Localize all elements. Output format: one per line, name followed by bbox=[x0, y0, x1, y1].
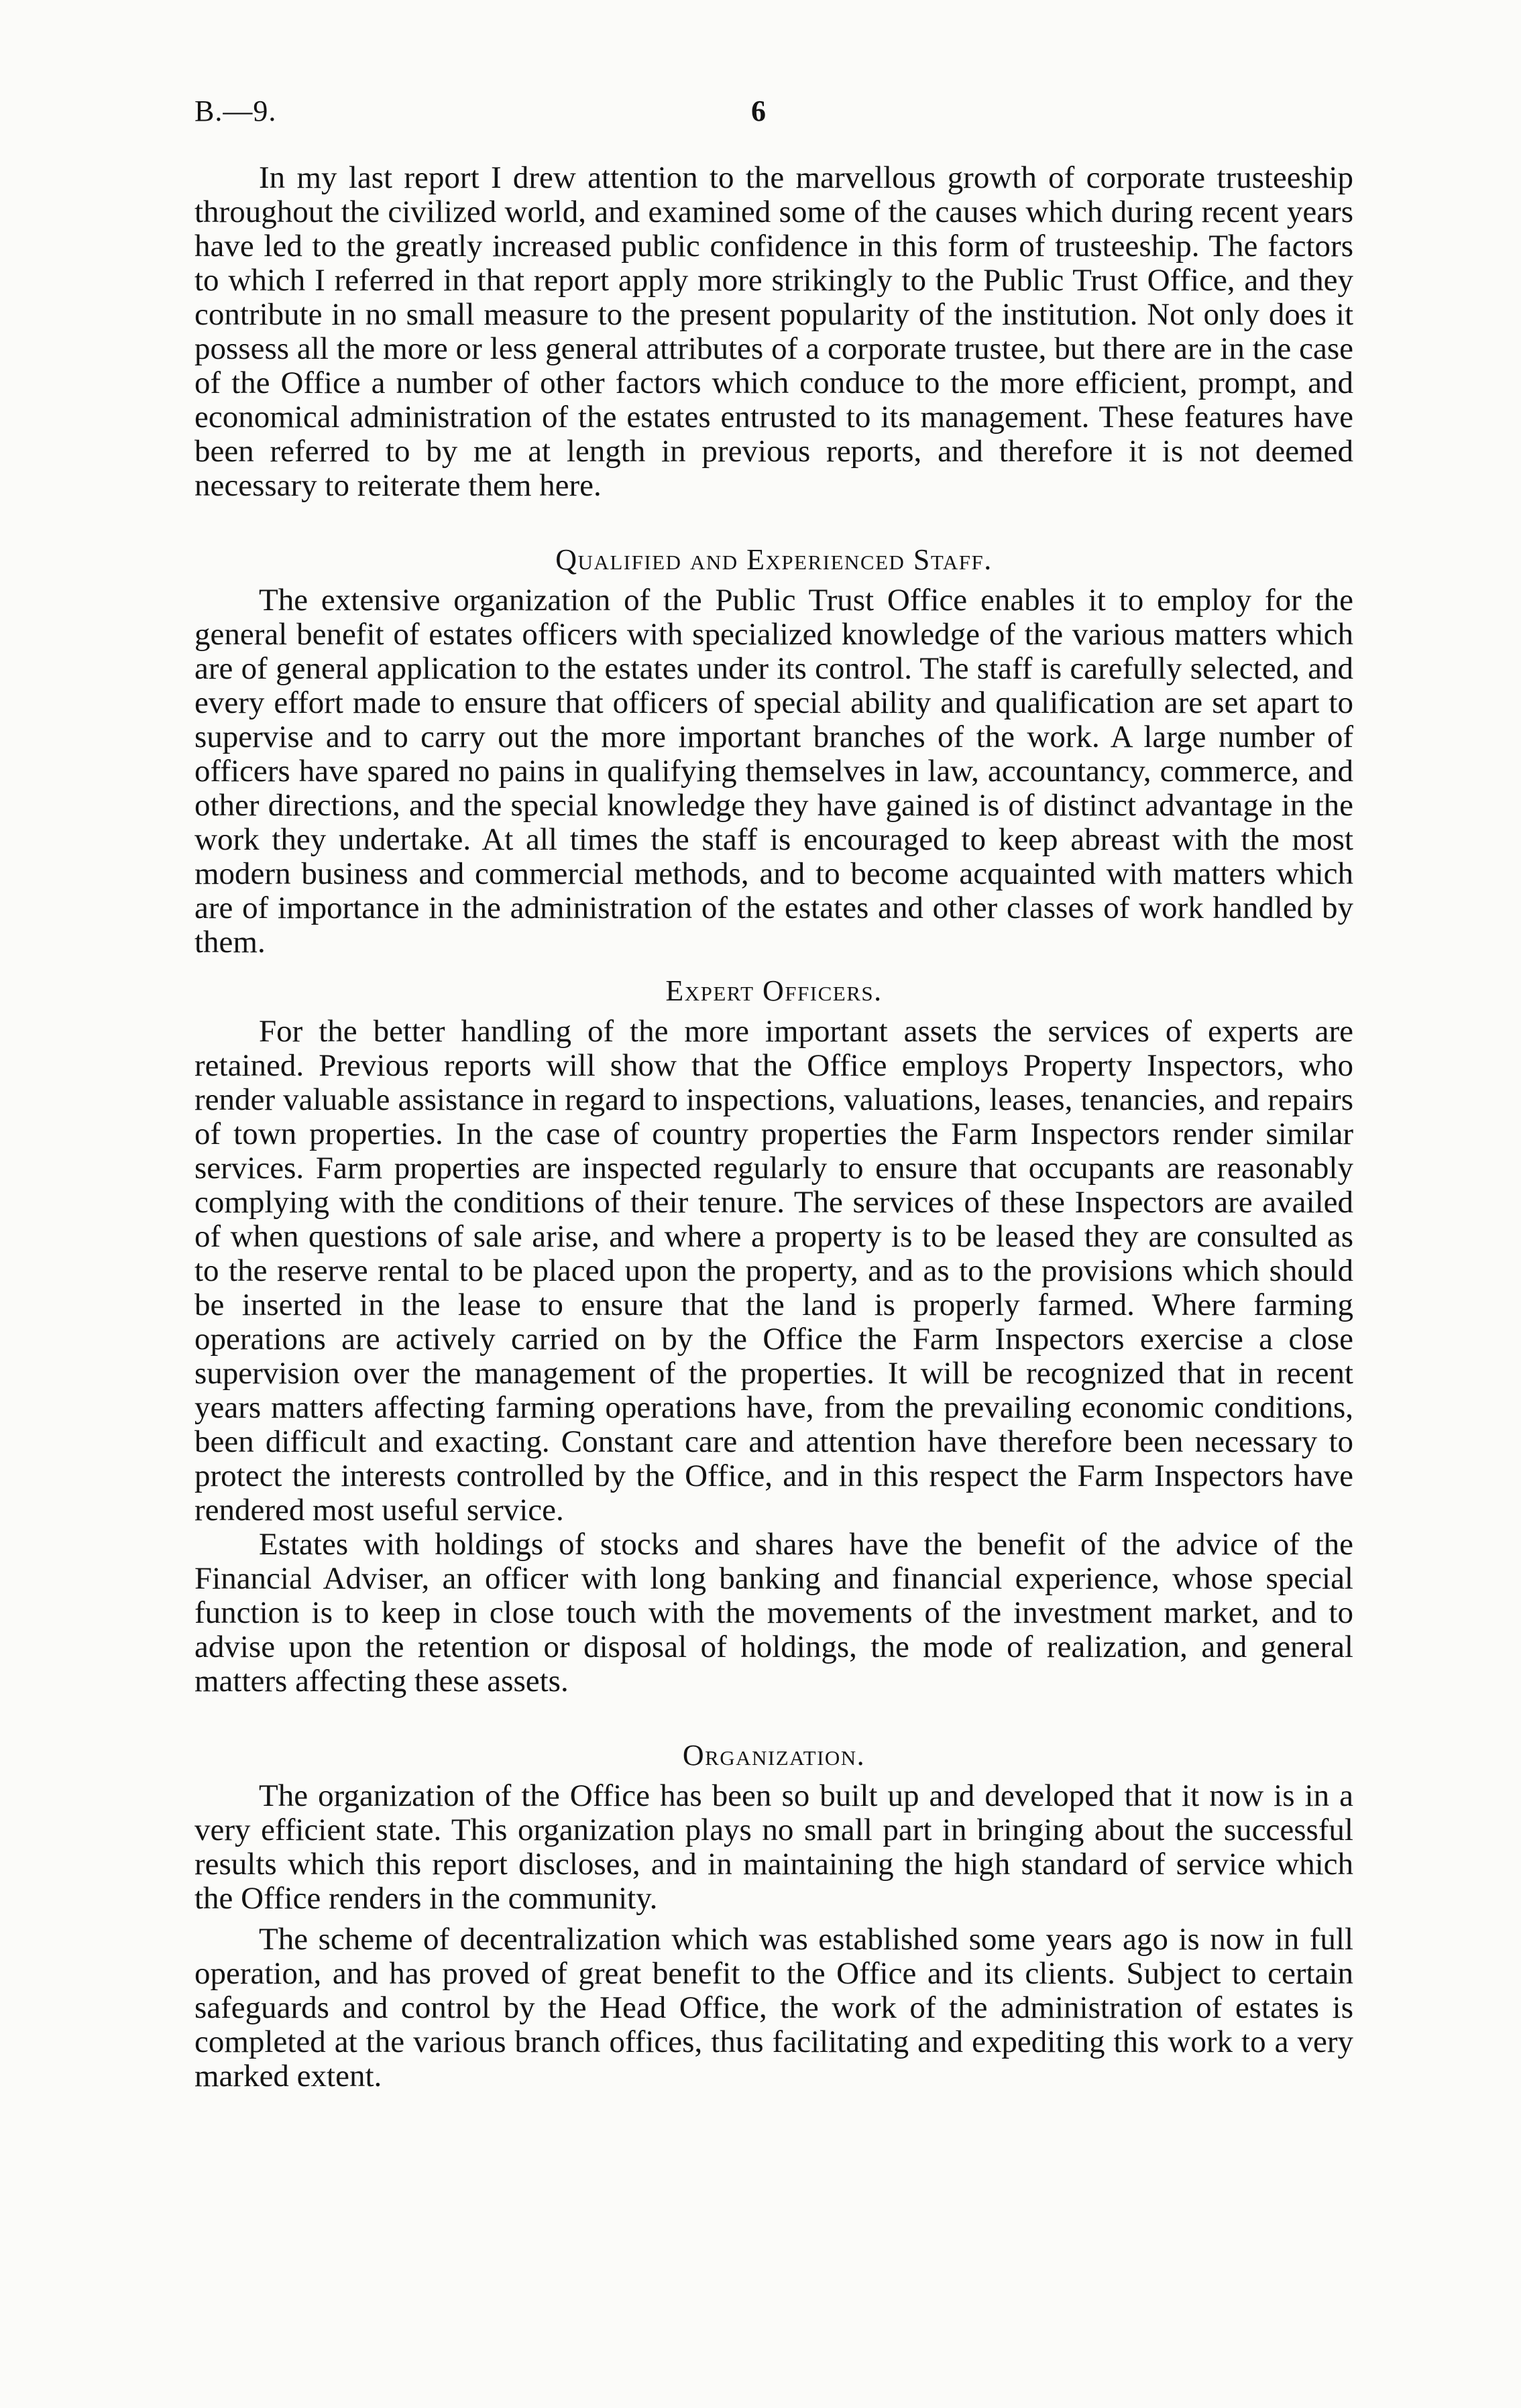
organization-paragraph-1: The organization of the Office has been so built up and developed that it now is in a very efficient state. This organization plays no small part in bringing about the successful results which this report discloses, and in maintaining the high standard of service which the Office renders in the community. bbox=[194, 1778, 1353, 1916]
document-body bbox=[194, 161, 1353, 2094]
experts-paragraph-2: Estates with holdings of stocks and shares have the benefit of the advice of the Financial Adviser, an officer with long banking and financial experience, whose special function is to keep in close touch with the movements of the investment market, and to advise upon the retention or disposal of holdings, the mode of realization, and general matters affecting these assets. bbox=[194, 1527, 1353, 1699]
heading-organization: Organization. bbox=[682, 1739, 866, 1772]
document-reference: B.—9. bbox=[194, 95, 277, 127]
experts-paragraph-1: For the better handling of the more important assets the services of experts are retained. Previous reports will show that the Office employs Property Inspectors, who render valuable assistance in regard to inspections, valuations, leases, tenancies, and repairs of town properties. In the case of country properties the Farm Inspectors render similar services. Farm properties are inspected regularly to ensure that occupants are reasonably complying with the conditions of their tenure. The services of these Inspectors are availed of when questions of sale arise, and where a property is to be leased they are consulted as to the reserve rental to be placed upon the property, and as to the provisions which should be inserted in the lease to ensure that the land is properly farmed. Where farming operations are actively carried on by the Office the Farm Inspectors exercise a close supervision over the management of the properties. It will be recognized that in recent years matters affecting farming operations have, from the prevailing economic conditions, been difficult and exacting. Constant care and attention have therefore been necessary to protect the interests controlled by the Office, and in this respect the Farm Inspectors have rendered most useful service. bbox=[194, 1014, 1353, 1528]
page-number: 6 bbox=[751, 95, 766, 127]
organization-paragraph-2: The scheme of decentralization which was established some years ago is now in full operation, and has proved of great benefit to the Office and its clients. Subject to certain safeguards and control by the Head Office, the work of the administration of estates is completed at the various branch offices, thus facilitating and expediting this work to a very marked extent. bbox=[194, 1922, 1353, 2094]
heading-expert-officers: Expert Officers. bbox=[665, 974, 883, 1007]
staff-paragraph: The extensive organization of the Public Trust Office enables it to employ for the general benefit of estates officers with specialized knowledge of the various matters which are of general application to the estates under its control. The staff is carefully selected, and every effort made to ensure that officers of special ability and qualification are set apart to supervise and to carry out the more important branches of the work. A large number of officers have spared no pains in qualifying themselves in law, accountancy, commerce, and other directions, and the special knowledge they have gained is of distinct advantage in the work they undertake. At all times the staff is encouraged to keep abreast with the most modern business and commercial methods, and to become acquainted with matters which are of importance in the administration of the estates and other classes of work handled by them. bbox=[194, 583, 1353, 960]
intro-paragraph: In my last report I drew attention to the marvellous growth of corporate trusteeship throughout the civilized world, and examined some of the causes which during recent years have led to the greatly increased public confidence in this form of trusteeship. The factors to which I referred in that report apply more strikingly to the Public Trust Office, and they contribute in no small measure to the present popularity of the institution. Not only does it possess all the more or less general attributes of a corporate trustee, but there are in the case of the Office a number of other factors which conduce to the more efficient, prompt, and economical administration of the estates entrusted to its management. These features have been referred to by me at length in previous reports, and therefore it is not deemed necessary to reiterate them here. bbox=[194, 160, 1353, 503]
heading-qualified-staff: Qualified and Experienced Staff. bbox=[555, 543, 993, 576]
